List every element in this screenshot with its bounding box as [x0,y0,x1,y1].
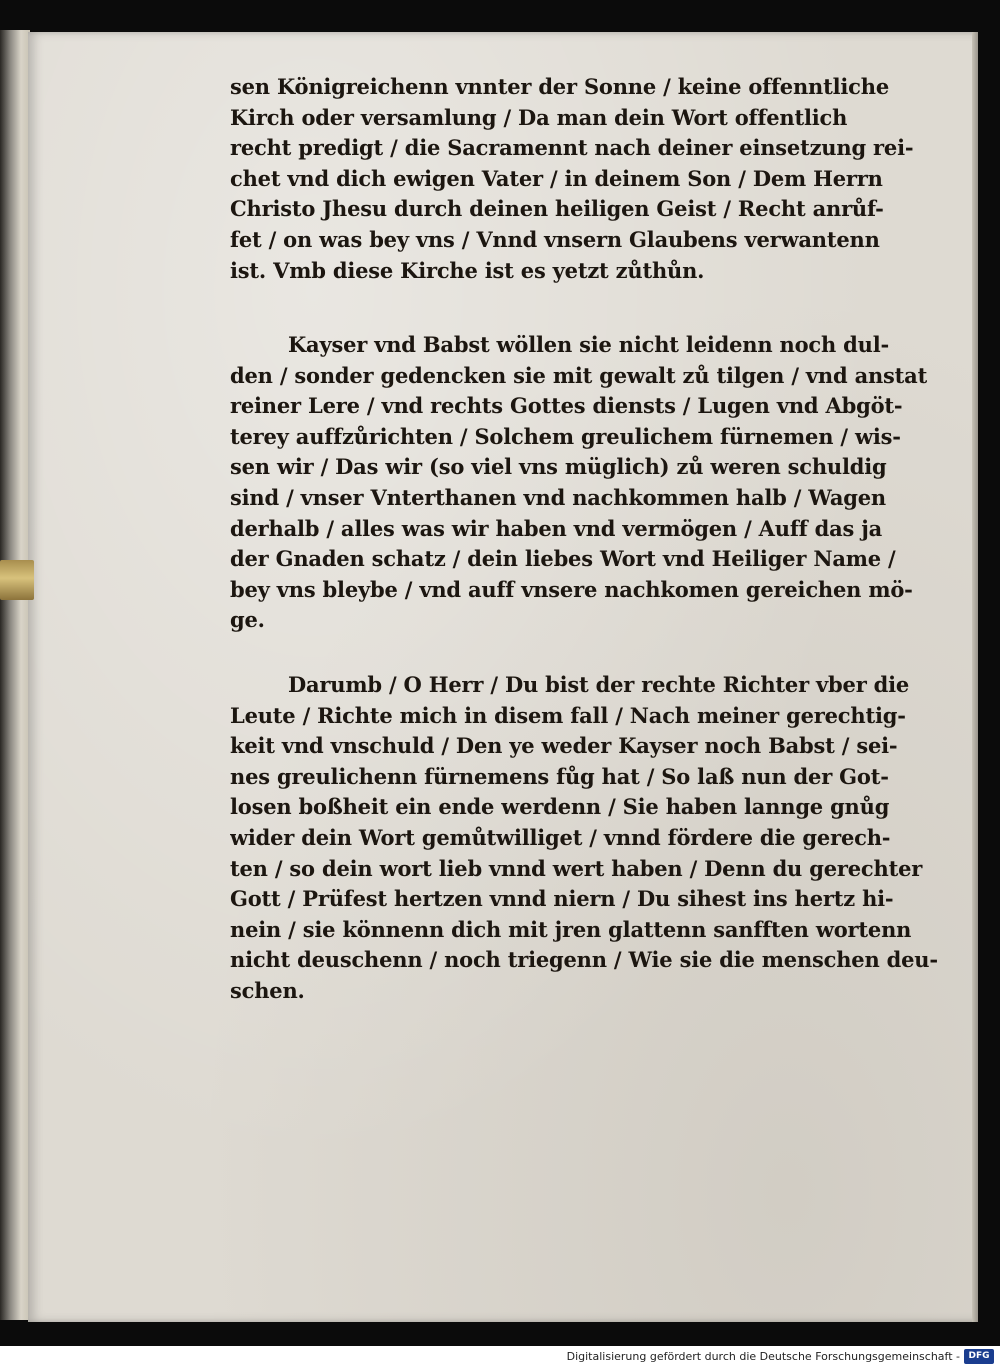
paragraph-2 [230,330,927,636]
text-line: derhalb / alles was wir haben vnd vermögen / Auff das ja [230,515,883,541]
digitization-credit: Digitalisierung gefördert durch die Deutsche Forschungsgemeinschaft - [566,1350,960,1363]
text-line: reiner Lere / vnd rechts Gottes diensts / Lugen vnd Abgöt- [230,393,903,419]
text-line: sind / vnser Vnterthanen vnd nachkommen halb / Wagen [230,484,886,510]
text-line: recht predigt / die Sacramennt nach deiner einsetzung rei- [230,135,914,161]
book-spine-edge [0,30,30,1320]
page-right-edge [972,32,978,1322]
text-line: Christo Jhesu durch deinen heiligen Geist / Recht anrůf- [230,196,884,222]
text-line: fet / on was bey vns / Vnnd vnsern Glaubens verwantenn [230,226,880,252]
text-line: den / sonder gedencken sie mit gewalt zů tilgen / vnd anstat [230,362,928,388]
text-line: bey vns bleybe / vnd auff vnsere nachkomen gereichen mö- [230,576,913,602]
text-line: sen Königreichenn vnnter der Sonne / keine offenntliche [230,74,889,99]
text-line: Kirch oder versamlung / Da man dein Wort offentlich [230,104,848,130]
text-line: keit vnd vnschuld / Den ye weder Kayser noch Babst / sei- [230,733,898,759]
dfg-logo-icon: DFG [964,1349,994,1364]
text-line: schen. [230,977,305,1003]
text-line: ten / so dein wort lieb vnnd wert haben / Denn du gerechter [230,855,923,881]
text-line: der Gnaden schatz / dein liebes Wort vnd Heiliger Name / [230,546,896,572]
text-line: Leute / Richte mich in disem fall / Nach meiner gerechtig- [230,702,906,728]
footer-bar [0,1346,1000,1368]
text-line: terey auffzůrichten / Solchem greulichem fürnemen / wis- [230,423,901,449]
text-line: nein / sie könnenn dich mit jren glattenn sanfften wortenn [230,916,912,942]
text-line: nicht deuschenn / noch triegenn / Wie sie die menschen deu- [230,947,938,973]
text-line: nes greulichenn fürnemens fůg hat / So laß nun der Got- [230,763,889,789]
paragraph-3 [230,670,938,1007]
text-line: Gott / Prüfest hertzen vnnd niern / Du sihest ins hertz hi- [230,886,894,912]
text-line: losen boßheit ein ende werdenn / Sie haben lannge gnůg [230,794,890,820]
text-line: ge. [230,607,265,633]
text-line: wider dein Wort gemůtwilliget / vnnd fördere die gerech- [230,824,891,850]
book-clasp [0,560,34,600]
text-line: ist. Vmb diese Kirche ist es yetzt zůthůn. [230,257,705,283]
paragraph-1 [230,72,913,286]
text-line: Kayser vnd Babst wöllen sie nicht leidenn noch dul- [288,332,890,357]
text-line: chet vnd dich ewigen Vater / in deinem Son / Dem Herrn [230,165,883,191]
text-line: sen wir / Das wir (so viel vns müglich) zů weren schuldig [230,454,887,480]
text-line: Darumb / O Herr / Du bist der rechte Richter vber die [288,672,910,697]
